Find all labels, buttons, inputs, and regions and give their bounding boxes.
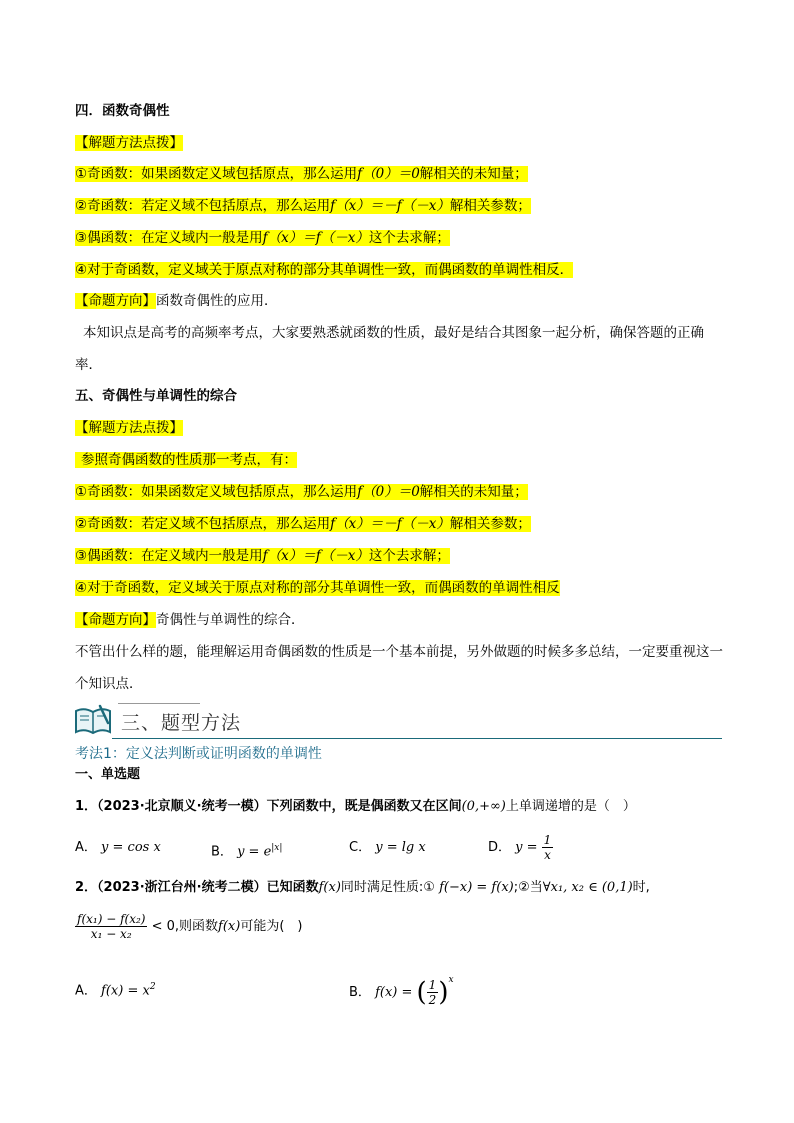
question-2-condition: $\frac{\text{f(x₁) − f(x₂)}}{\text{x₁ − x₂}}$ < 0,则函数f(x)可能为( ) xyxy=(77,912,303,941)
open-book-icon xyxy=(73,703,113,737)
q2-option-a: A． $f(x) = x^2$ xyxy=(75,982,156,999)
rule-4: ④对于奇函数，定义域关于原点对称的部分其单调性一致，而偶函数的单调性相反 xyxy=(75,580,560,596)
q2-option-b: B． f(x) = ( $\frac{1}{2}$ )$^x$ xyxy=(349,975,454,1008)
direction: 【命题方向】奇偶性与单调性的综合． xyxy=(75,612,305,628)
paragraph-sec4: 本知识点是高考的高频率考点，大家要熟悉就函数的性质，最好是结合其图象一起分析，确保答题的正确率． xyxy=(75,325,704,373)
heading-sec5: 五、奇偶性与单调性的综合 xyxy=(75,388,237,404)
paragraph-sec5: 不管出什么样的题，能理解运用奇偶函数的性质是一个基本前提，另外做题的时候多多总结，一定要重视这一个知识点． xyxy=(75,644,723,692)
reference-line: 参照奇偶函数的性质那一考点，有： xyxy=(75,450,297,470)
rule-2: ②奇函数：若定义域不包括原点，那么运用f（x）＝－f（－x）解相关参数； xyxy=(75,198,531,214)
rule-3: ③偶函数：在定义域内一般是用f（x）＝f（－x）这个去求解； xyxy=(75,548,450,564)
q1-option-c: C． y = lg x xyxy=(349,840,426,855)
question-1-stem: 1．（2023·北京顺义·统考一模）下列函数中，既是偶函数又在区间(0,+∞)上单调递增的是（ ） xyxy=(75,799,636,814)
heading-sec4: 四．函数奇偶性 xyxy=(75,103,170,119)
section-divider xyxy=(112,738,722,739)
rule-1: ①奇函数：如果函数定义域包括原点，那么运用f（0）＝0解相关的未知量； xyxy=(75,166,528,182)
q1-option-d: D． y = $\frac{1}{x}$ xyxy=(488,833,552,862)
decorative-rule xyxy=(118,703,200,704)
direction: 【命题方向】函数奇偶性的应用． xyxy=(75,293,278,309)
rule-1: ①奇函数：如果函数定义域包括原点，那么运用f（0）＝0解相关的未知量； xyxy=(75,484,528,500)
rule-2: ②奇函数：若定义域不包括原点，那么运用f（x）＝－f（－x）解相关参数； xyxy=(75,516,531,532)
question-type: 一、单选题 xyxy=(75,767,141,782)
tip-label: 【解题方法点拨】 xyxy=(75,135,183,151)
question-2-stem: 2．（2023·浙江台州·统考二模）已知函数f(x)同时满足性质:① f(−x) = f(x);②当∀x₁, x₂ ∈ (0,1)时, xyxy=(75,880,650,895)
q1-option-b: B． $y = e^{|x|}$ xyxy=(211,843,283,860)
rule-4: ④对于奇函数，定义域关于原点对称的部分其单调性一致，而偶函数的单调性相反． xyxy=(75,262,574,278)
section-title: 三、题型方法 xyxy=(121,712,242,734)
rule-3: ③偶函数：在定义域内一般是用f（x）＝f（－x）这个去求解； xyxy=(75,230,450,246)
method-heading: 考法1：定义法判断或证明函数的单调性 xyxy=(75,746,322,762)
q1-option-a: A． y = cos x xyxy=(75,840,161,855)
tip-label: 【解题方法点拨】 xyxy=(75,420,183,436)
